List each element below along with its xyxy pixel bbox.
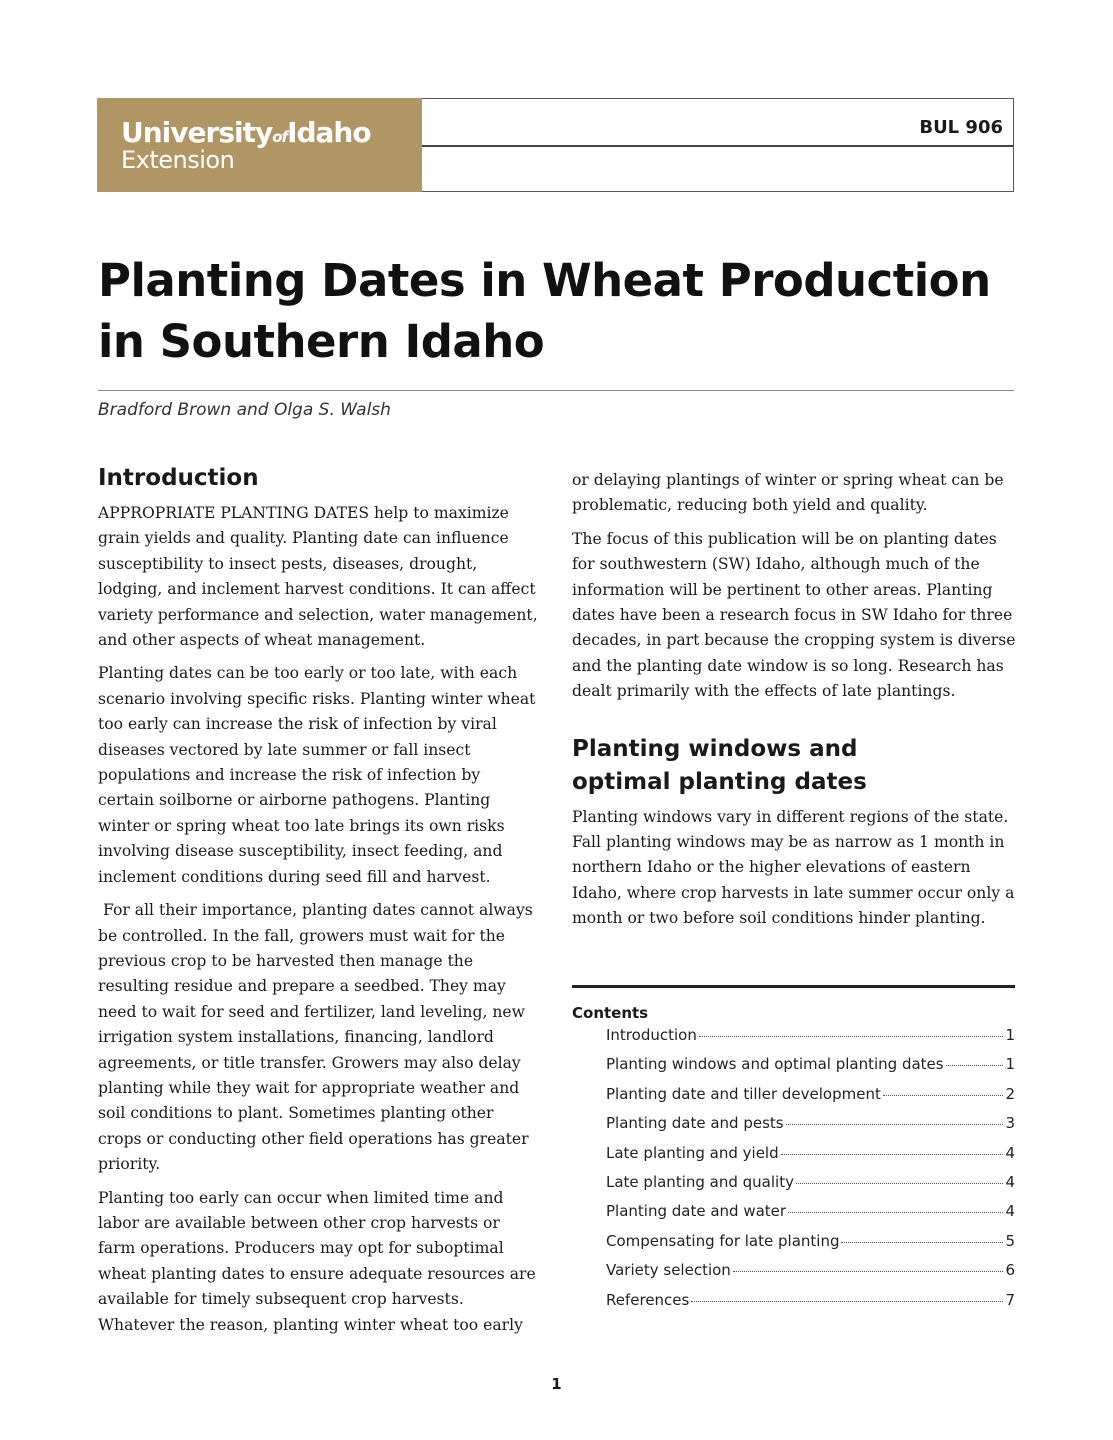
introduction-heading: Introduction [98, 465, 259, 491]
paragraph: The focus of this publication will be on planting dates for southwestern (SW) Idaho, although much of the information will be pertinent to other areas. Planting dates have been a research focus in SW Idaho for three decades, in part because the cropping system is diverse and the planting date window is so long. Research has dealt primarily with the effects of late plantings. [572, 529, 1016, 701]
right-column [572, 468, 1017, 940]
planting-windows-heading: Planting windows and optimal planting dates [572, 735, 867, 795]
logo-university-text: University [121, 116, 273, 149]
paragraph: Planting too early can occur when limited time and labor are available between other crop harvests or farm operations. Producers may opt for suboptimal wheat planting dates to ensure adequate resources are available for timely subsequent crop harvests. Whatever the reason, planting winter wheat too early [98, 1188, 536, 1334]
page-title [98, 250, 998, 372]
left-column [98, 462, 538, 1346]
header-box [97, 98, 1014, 192]
toc-item[interactable]: Variety selection 6 [606, 1261, 1015, 1280]
logo-extension-text: Extension [121, 146, 235, 174]
toc-item[interactable]: Late planting and quality 4 [606, 1172, 1015, 1191]
toc-item[interactable]: References 7 [606, 1290, 1015, 1309]
toc-item[interactable]: Planting windows and optimal planting dates 1 [606, 1055, 1015, 1074]
toc-item[interactable]: Introduction 1 [606, 1026, 1015, 1044]
toc-item[interactable]: Compensating for late planting 5 [606, 1231, 1015, 1250]
header-divider [422, 145, 1013, 147]
logo-of-text: of [272, 128, 288, 146]
title-line-2: in Southern Idaho [98, 315, 545, 368]
page-number: 1 [551, 1375, 562, 1393]
paragraph: or delaying plantings of winter or spring wheat can be problematic, reducing both yield and quality. [572, 471, 1004, 515]
contents-heading: Contents [572, 1004, 649, 1022]
toc-item[interactable]: Planting date and water 4 [606, 1202, 1015, 1221]
table-of-contents [572, 985, 1015, 1320]
authors: Bradford Brown and Olga S. Walsh [98, 400, 391, 420]
title-divider [98, 390, 1014, 391]
logo-idaho-text: Idaho [287, 116, 371, 149]
toc-item[interactable]: Late planting and yield 4 [606, 1143, 1015, 1162]
paragraph: Planting dates can be too early or too late, with each scenario involving specific risks. Planting winter wheat too early can increase the risk of infection by viral diseases vectored by late summer or fall insect populations and increase the risk of infection by certain soilborne or airborne pathogens. Planting winter or spring wheat too late brings its own risks involving disease susceptibility, insect feeding, and inclement conditions during seed fill and harvest. [98, 664, 536, 886]
paragraph: APPROPRIATE PLANTING DATES help to maximize grain yields and quality. Planting date can influence susceptibility to insect pests, diseases, drought, lodging, and inclement harvest conditions. It can affect variety performance and selection, water management, and other aspects of wheat management. [98, 504, 538, 650]
paragraph: Planting windows vary in different regions of the state. Fall planting windows may be as narrow as 1 month in northern Idaho or the higher elevations of eastern Idaho, where crop harvests in late summer occur only a month or two before soil conditions hinder planting. [572, 807, 1015, 928]
university-logo [97, 98, 422, 192]
logo-wordmark [121, 116, 371, 149]
bulletin-code: BUL 906 [919, 117, 1003, 138]
toc-item[interactable]: Planting date and pests 3 [606, 1114, 1015, 1133]
toc-item[interactable]: Planting date and tiller development 2 [606, 1084, 1015, 1103]
paragraph: For all their importance, planting dates cannot always be controlled. In the fall, growers must wait for the previous crop to be harvested then manage the resulting residue and prepare a seedbed. They may need to wait for seed and fertilizer, land leveling, new irrigation system installations, financing, landlord agreements, or title transfer. Growers may also delay planting while they wait for appropriate weather and soil conditions to plant. Sometimes planting other crops or conducting other field operations has greater priority. [98, 901, 533, 1174]
title-line-1: Planting Dates in Wheat Production [98, 254, 991, 307]
